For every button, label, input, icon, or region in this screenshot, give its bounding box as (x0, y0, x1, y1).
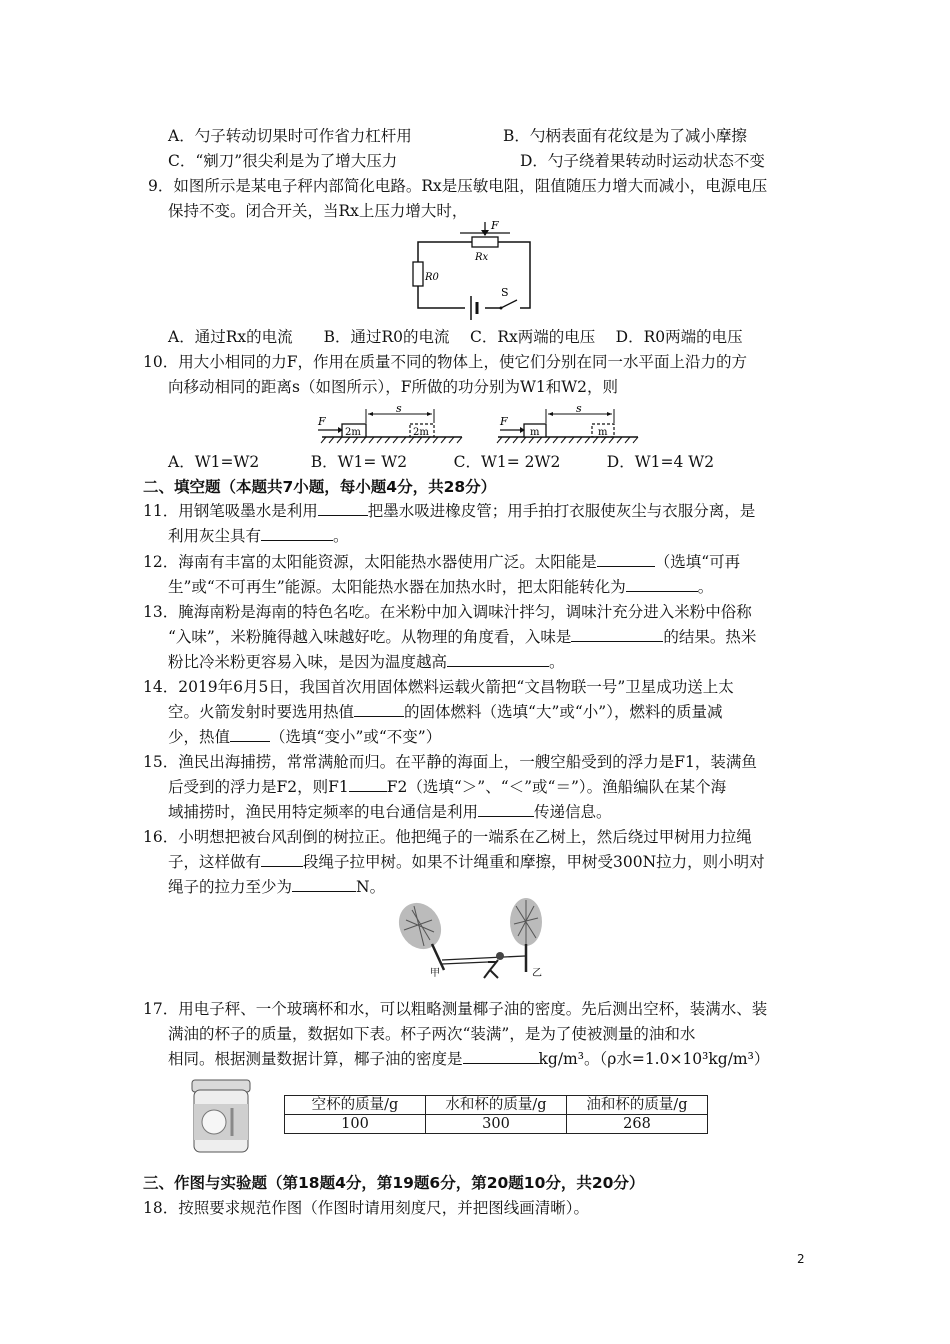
q13-line1: 13．腌海南粉是海南的特色名吃。在米粉中加入调味汁拌匀，调味汁充分进入米粉中俗称 (143, 603, 752, 621)
q14-blank2[interactable] (230, 727, 270, 742)
section-3-heading: 三、作图与实验题（第18题4分，第19题6分，第20题10分，共20分） (143, 1174, 645, 1192)
q10-text-line2: 向移动相同的距离s（如图所示），F所做的功分别为W1和W2，则 (168, 378, 619, 396)
q16-blank1[interactable] (261, 852, 303, 867)
q11-line2: 利用灰尘具有 。 (168, 527, 349, 545)
q13-line3: 粉比冷米粉更容易入味，是因为温度越高 。 (168, 653, 565, 671)
q16-line2: 子，这样做有 段绳子拉甲树。如果不计绳重和摩擦，甲树受300N拉力，则小明对 (168, 853, 765, 871)
table-header-cell: 水和杯的质量/g (426, 1096, 567, 1115)
tree-yi (510, 898, 542, 972)
q16-line1: 16．小明想把被台风刮倒的树拉正。他把绳子的一端系在乙树上，然后绕过甲树用力拉绳 (143, 828, 752, 846)
rope (442, 956, 525, 964)
q14-line2: 空。火箭发射时要选用热值 的固体燃料（选填“大”或“小”），燃料的质量减 (168, 703, 723, 721)
tree-yi-label: 乙 (532, 968, 542, 979)
q16-tree-diagram (392, 896, 552, 980)
q10-diagram (312, 403, 642, 447)
q8-option-d: D．勺子绕着果转动时运动状态不变 (520, 152, 765, 170)
block-m-end-label: m (598, 427, 608, 438)
q14-line3: 少，热值 （选填“变小”或“不变”） (168, 728, 442, 746)
q11-line1: 11．用钢笔吸墨水是利用 把墨水吸进橡皮管；用手拍打衣服使灰尘与衣服分离，是 (143, 502, 756, 520)
table-header-cell: 空杯的质量/g (285, 1096, 426, 1115)
q8-option-c: C．“剜刀”很尖利是为了增大压力 (168, 152, 398, 170)
q16-blank2[interactable] (292, 877, 356, 892)
table-cell: 268 (567, 1115, 708, 1134)
q17-blank[interactable] (463, 1049, 539, 1064)
q14-line1: 14．2019年6月5日，我国首次用固体燃料运载火箭把“文昌物联一号”卫星成功送上太 (143, 678, 734, 696)
q12-blank1[interactable] (597, 552, 655, 567)
r0-label: R0 (425, 272, 439, 283)
rx-resistor (472, 237, 498, 247)
table-header-cell: 油和杯的质量/g (567, 1096, 708, 1115)
q11-blank2[interactable] (261, 526, 333, 541)
block-2m-label: 2m (345, 427, 361, 438)
q13-line2: “入味”，米粉腌得越入味越好吃。从物理的角度看，入味是 的结果。热米 (168, 628, 757, 646)
rx-label: Rx (475, 252, 489, 263)
q15-blank2[interactable] (478, 802, 534, 817)
q14-blank1[interactable] (354, 702, 404, 717)
q9-text-line2: 保持不变。闭合开关，当Rx上压力增大时， (168, 202, 468, 220)
force-label: F (491, 220, 499, 232)
switch-label: S (501, 286, 509, 299)
section-2-heading: 二、填空题（本题共7小题，每小题4分，共28分） (143, 478, 497, 496)
q9-text-line1: 9．如图所示是某电子秤内部简化电路。Rx是压敏电阻，阻值随压力增大而减小，电源电压 (148, 177, 768, 195)
q12-blank2[interactable] (626, 577, 698, 592)
tree-jia-label: 甲 (430, 968, 440, 979)
q9-circuit-diagram (405, 220, 540, 320)
q17-line1: 17．用电子秤、一个玻璃杯和水，可以粗略测量椰子油的密度。先后测出空杯，装满水、装 (143, 1000, 768, 1018)
q16-line3: 绳子的拉力至少为 N。 (168, 878, 386, 896)
q17-data-table (284, 1095, 708, 1134)
q15-line2: 后受到的浮力是F2，则F1 F2（选填“＞”、“＜”或“＝”）。渔船编队在某个海 (168, 778, 727, 796)
q10-text-line1: 10．用大小相同的力F，作用在质量不同的物体上，使它们分别在同一水平面上沿力的方 (143, 353, 747, 371)
block-2m-end-label: 2m (413, 427, 429, 438)
distance-label-right: s (576, 403, 582, 415)
distance-label-left: s (396, 403, 402, 415)
q18-text: 18．按照要求规范作图（作图时请用刻度尺，并把图线画清晰）。 (143, 1199, 589, 1217)
q13-blank1[interactable] (571, 627, 663, 642)
q15-line3: 域捕捞时，渔民用特定频率的电台通信是利用 传递信息。 (168, 803, 612, 821)
q15-line1: 15．渔民出海捕捞，常常满舱而归。在平静的海面上，一艘空船受到的浮力是F1，装满鱼 (143, 753, 757, 771)
q17-line2: 满油的杯子的质量，数据如下表。杯子两次“装满”，是为了使被测量的油和水 (168, 1025, 696, 1043)
q11-blank1[interactable] (318, 501, 368, 516)
q12-line1: 12．海南有丰富的太阳能资源，太阳能热水器使用广泛。太阳能是 （选填“可再 (143, 553, 741, 571)
tree-jia (392, 896, 449, 970)
q17-line3: 相同。根据测量数据计算，椰子油的密度是 kg/m³。（ρ水=1.0×10³kg/m³） (168, 1050, 770, 1068)
q9-options: A．通过Rx的电流 B．通过R0的电流 C．Rx两端的电压 D．R0两端的电压 (168, 328, 743, 346)
table-header-row (285, 1096, 708, 1115)
block-m-label: m (530, 427, 540, 438)
force-label-left: F (318, 415, 326, 428)
table-row (285, 1115, 708, 1134)
q8-option-b: B．勺柄表面有花纹是为了减小摩擦 (503, 127, 747, 145)
q12-line2: 生”或“不可再生”能源。太阳能热水器在加热水时，把太阳能转化为 。 (168, 578, 714, 596)
person-xiaoming (484, 952, 504, 978)
page-number: 2 (797, 1252, 805, 1266)
table-cell: 300 (426, 1115, 567, 1134)
q10-options: A．W1=W2 B．W1= W2 C．W1= 2W2 D．W1=4 W2 (168, 453, 715, 471)
oil-jar-image (188, 1076, 254, 1156)
table-cell: 100 (285, 1115, 426, 1134)
force-label-right: F (500, 415, 508, 428)
q15-blank1[interactable] (349, 777, 387, 792)
r0-resistor (413, 262, 423, 286)
q8-option-a: A．勺子转动切果时可作省力杠杆用 (168, 127, 412, 145)
q13-blank2[interactable] (447, 652, 549, 667)
